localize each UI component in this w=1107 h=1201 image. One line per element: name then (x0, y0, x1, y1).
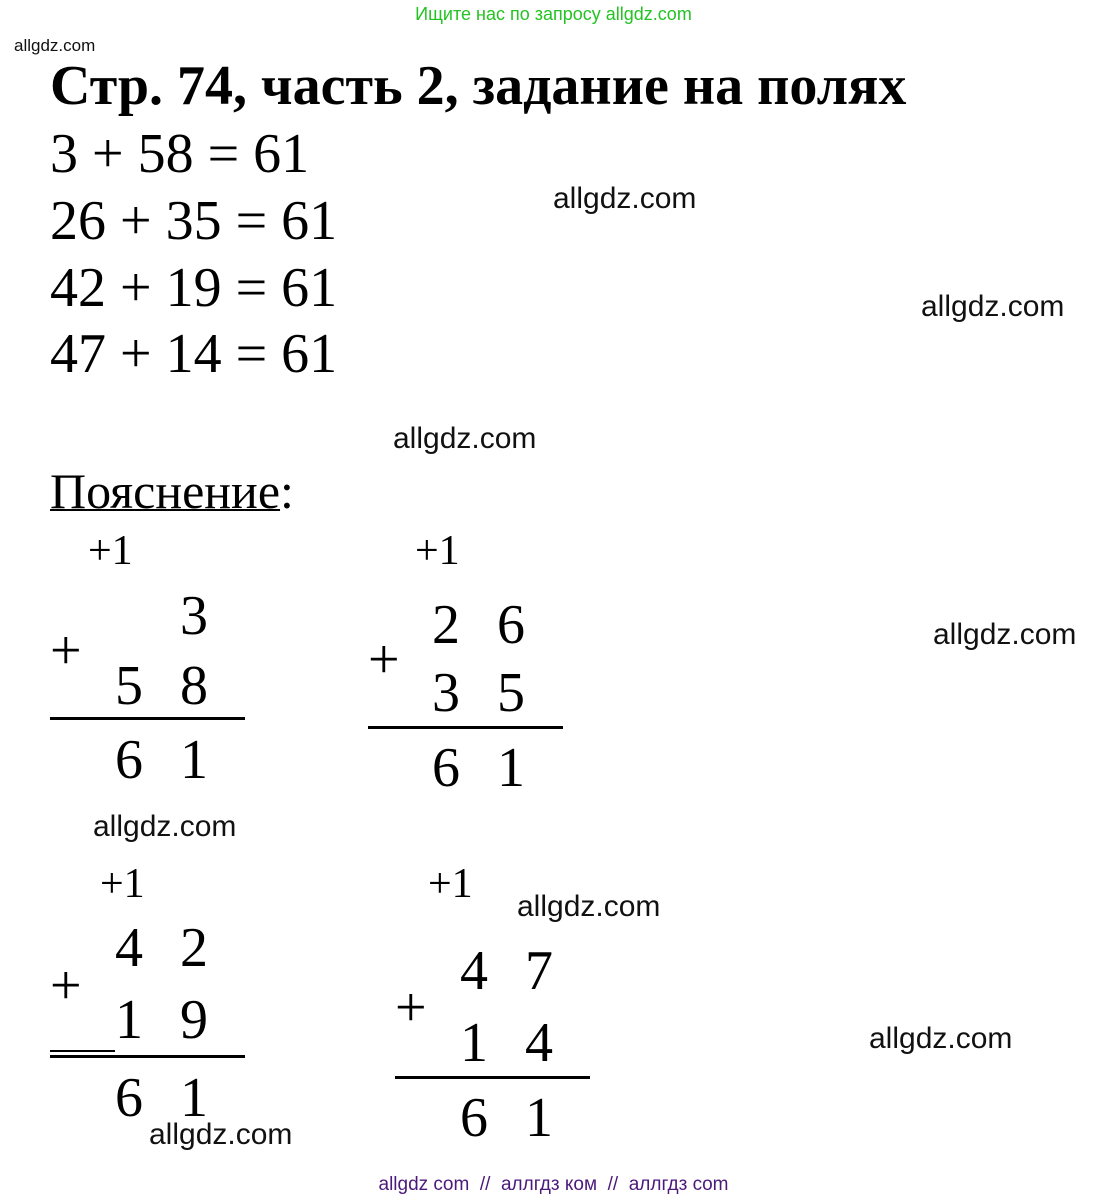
equation-2: 26 + 35 = 61 (50, 190, 338, 252)
plus-sign: + (50, 955, 82, 1017)
equation-1: 3 + 58 = 61 (50, 123, 310, 185)
digit: 1 (180, 729, 208, 791)
watermark: allgdz.com (921, 290, 1065, 323)
sum-line (50, 717, 245, 720)
digit: 6 (115, 729, 143, 791)
digit: 4 (460, 940, 488, 1002)
carry: +1 (100, 861, 145, 907)
equation-3: 42 + 19 = 61 (50, 257, 338, 319)
plus-sign: + (395, 977, 427, 1039)
footer-links[interactable]: allgdz com // аллгдз ком // аллгдз com (378, 1174, 729, 1195)
digit: 6 (460, 1087, 488, 1149)
equation-4: 47 + 14 = 61 (50, 323, 338, 385)
digit: 3 (180, 585, 208, 647)
watermark: allgdz.com (14, 36, 96, 55)
digit: 2 (432, 594, 460, 656)
digit: 7 (525, 940, 553, 1002)
sum-line (50, 1055, 245, 1058)
sum-line (368, 726, 563, 729)
sum-line (395, 1076, 590, 1079)
watermark: allgdz.com (393, 422, 537, 455)
digit: 9 (180, 989, 208, 1051)
digit: 4 (525, 1012, 553, 1074)
digit: 8 (180, 655, 208, 717)
digit: 6 (432, 737, 460, 799)
carry: +1 (415, 528, 460, 574)
digit: 6 (115, 1067, 143, 1129)
digit: 1 (115, 989, 143, 1051)
digit: 5 (497, 662, 525, 724)
digit: 2 (180, 917, 208, 979)
carry: +1 (428, 861, 473, 907)
watermark: allgdz.com (93, 810, 237, 843)
watermark: allgdz.com (553, 182, 697, 215)
digit: 1 (525, 1087, 553, 1149)
underline-mark (50, 1050, 115, 1052)
watermark: allgdz.com (149, 1118, 293, 1151)
search-banner: Ищите нас по запросу allgdz.com (415, 4, 692, 24)
explanation-heading: Пояснение: (50, 463, 294, 519)
digit: 1 (460, 1012, 488, 1074)
digit: 1 (497, 737, 525, 799)
digit: 1 (180, 1067, 208, 1129)
plus-sign: + (368, 629, 400, 691)
digit: 6 (497, 594, 525, 656)
plus-sign: + (50, 620, 82, 682)
carry: +1 (88, 528, 133, 574)
page-title: Стр. 74, часть 2, задание на полях (50, 55, 907, 117)
watermark: allgdz.com (869, 1022, 1013, 1055)
watermark: allgdz.com (517, 890, 661, 923)
digit: 5 (115, 655, 143, 717)
digit: 3 (432, 662, 460, 724)
digit: 4 (115, 917, 143, 979)
watermark: allgdz.com (933, 618, 1077, 651)
